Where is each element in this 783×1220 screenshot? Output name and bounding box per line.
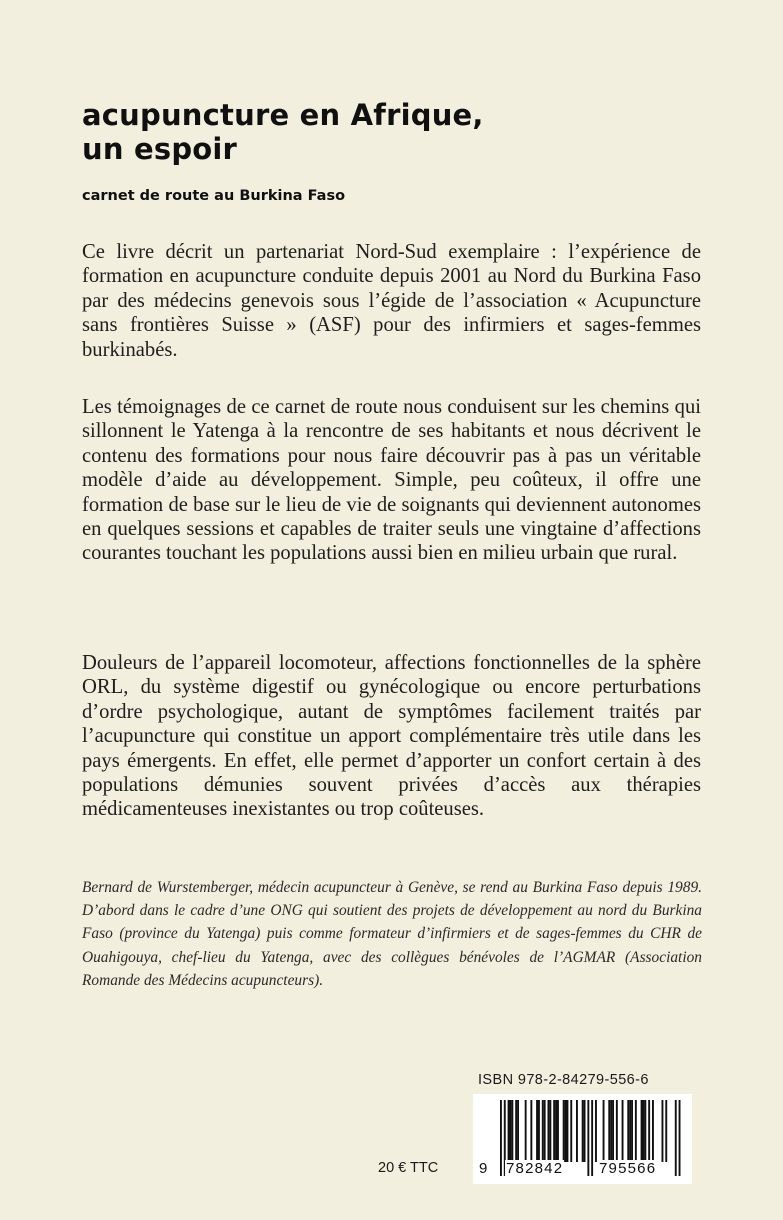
author-biography: Bernard de Wurstemberger, médecin acupuncteur à Genève, se rend au Burkina Faso depuis 1989. D’abord dans le cadre d’une ONG qui soutient des projets de développement au nord du Burkina Faso (province du Yatenga) puis comme formateur d’infirmiers et de sages-femmes du CHR de Ouahigouya, chef-lieu du Yatenga, avec des collègues bénévoles de l’AGMAR (Association Romande des Médecins acupuncteurs). xyxy=(82,879,702,989)
barcode-bar xyxy=(530,1100,532,1162)
barcode-bar xyxy=(511,1100,513,1162)
barcode-bar xyxy=(544,1100,546,1162)
blurb-paragraph-2: Les témoignages de ce carnet de route nous conduisent sur les chemins qui sillonnent le Yatenga à la rencontre de ses habitants et nous décrivent le contenu des formations pour nous faire découvrir pas à pas un véritable modèle d’aide au développement. Simple, peu coûteux, il offre une formation de base sur le lieu de vie de soignants qui deviennent autonomes en quelques sessions et capables de traiter seuls une vingtaine d’affections courantes touchant les populations aussi bien en milieu urbain que rural. xyxy=(82,396,701,565)
barcode-bar xyxy=(622,1100,624,1162)
barcode-bar xyxy=(644,1100,646,1162)
barcode-bar xyxy=(616,1100,618,1162)
book-title xyxy=(82,98,702,166)
barcode-bar xyxy=(555,1100,557,1162)
barcode-bar xyxy=(549,1100,551,1162)
isbn-label: ISBN 978-2-84279-556-6 xyxy=(478,1072,649,1088)
barcode-left-digits: 782842 xyxy=(506,1160,564,1177)
barcode-bar xyxy=(567,1100,569,1162)
blurb-paragraph-3: Douleurs de l’appareil locomoteur, affections fonctionnelles de la sphère ORL, du système digestif ou gynécologique ou encore perturbations d’ordre psychologique, autant de symptômes facilement traités par l’acupuncture qui constitue un apport complémentaire très utile dans les pays émergents. En effet, elle permet d’apporter un confort certain à des populations démunies souvent privées d’accès aux thérapies médicamenteuses inexistantes ou trop coûteuses. xyxy=(82,652,701,821)
barcode-bar xyxy=(610,1100,612,1162)
barcode-bar xyxy=(553,1100,555,1162)
barcode-bar xyxy=(548,1100,550,1162)
barcode-bar xyxy=(603,1100,605,1162)
barcode-bar xyxy=(536,1100,538,1162)
blurb-paragraph-1: Ce livre décrit un partenariat Nord-Sud exemplaire : l’expérience de formation en acupuncture conduite depuis 2001 au Nord du Burkina Faso par des médecins genevois sous l’égide de l’association « Acupuncture sans frontières Suisse » (ASF) pour des infirmiers et sages-femmes burkinabés. xyxy=(82,241,701,361)
barcode-first-digit: 9 xyxy=(479,1160,488,1177)
barcode-digits xyxy=(473,1160,692,1182)
barcode xyxy=(473,1094,692,1184)
barcode-bar xyxy=(608,1100,610,1162)
barcode-bar xyxy=(582,1100,584,1162)
barcode-bar xyxy=(652,1100,654,1162)
barcode-right-digits: 795566 xyxy=(599,1160,657,1177)
price-label: 20 € TTC xyxy=(378,1160,439,1176)
barcode-bar xyxy=(662,1100,664,1162)
title-line-2: un espoir xyxy=(82,132,238,166)
barcode-bar xyxy=(584,1100,586,1162)
barcode-bar xyxy=(525,1100,527,1162)
barcode-bar xyxy=(563,1100,565,1162)
barcode-bar xyxy=(643,1100,645,1162)
book-subtitle: carnet de route au Burkina Faso xyxy=(82,188,346,204)
barcode-bar xyxy=(595,1100,597,1162)
barcode-bar xyxy=(508,1100,510,1162)
title-line-1: acupuncture en Afrique, xyxy=(82,98,484,132)
barcode-bar xyxy=(557,1100,559,1162)
barcode-bar xyxy=(515,1100,517,1162)
barcode-bar xyxy=(538,1100,540,1162)
barcode-bar xyxy=(517,1100,519,1162)
barcode-bar xyxy=(542,1100,544,1162)
barcode-bar xyxy=(641,1100,643,1162)
barcode-bar xyxy=(576,1100,578,1162)
barcode-bar xyxy=(635,1100,637,1162)
barcode-bar xyxy=(627,1100,629,1162)
barcode-bar xyxy=(570,1100,572,1162)
barcode-bar xyxy=(631,1100,633,1162)
barcode-bar xyxy=(612,1100,614,1162)
barcode-bar xyxy=(665,1100,667,1162)
barcode-bar xyxy=(565,1100,567,1162)
barcode-bar xyxy=(648,1100,650,1162)
barcode-bar xyxy=(510,1100,512,1162)
barcode-bar xyxy=(629,1100,631,1162)
